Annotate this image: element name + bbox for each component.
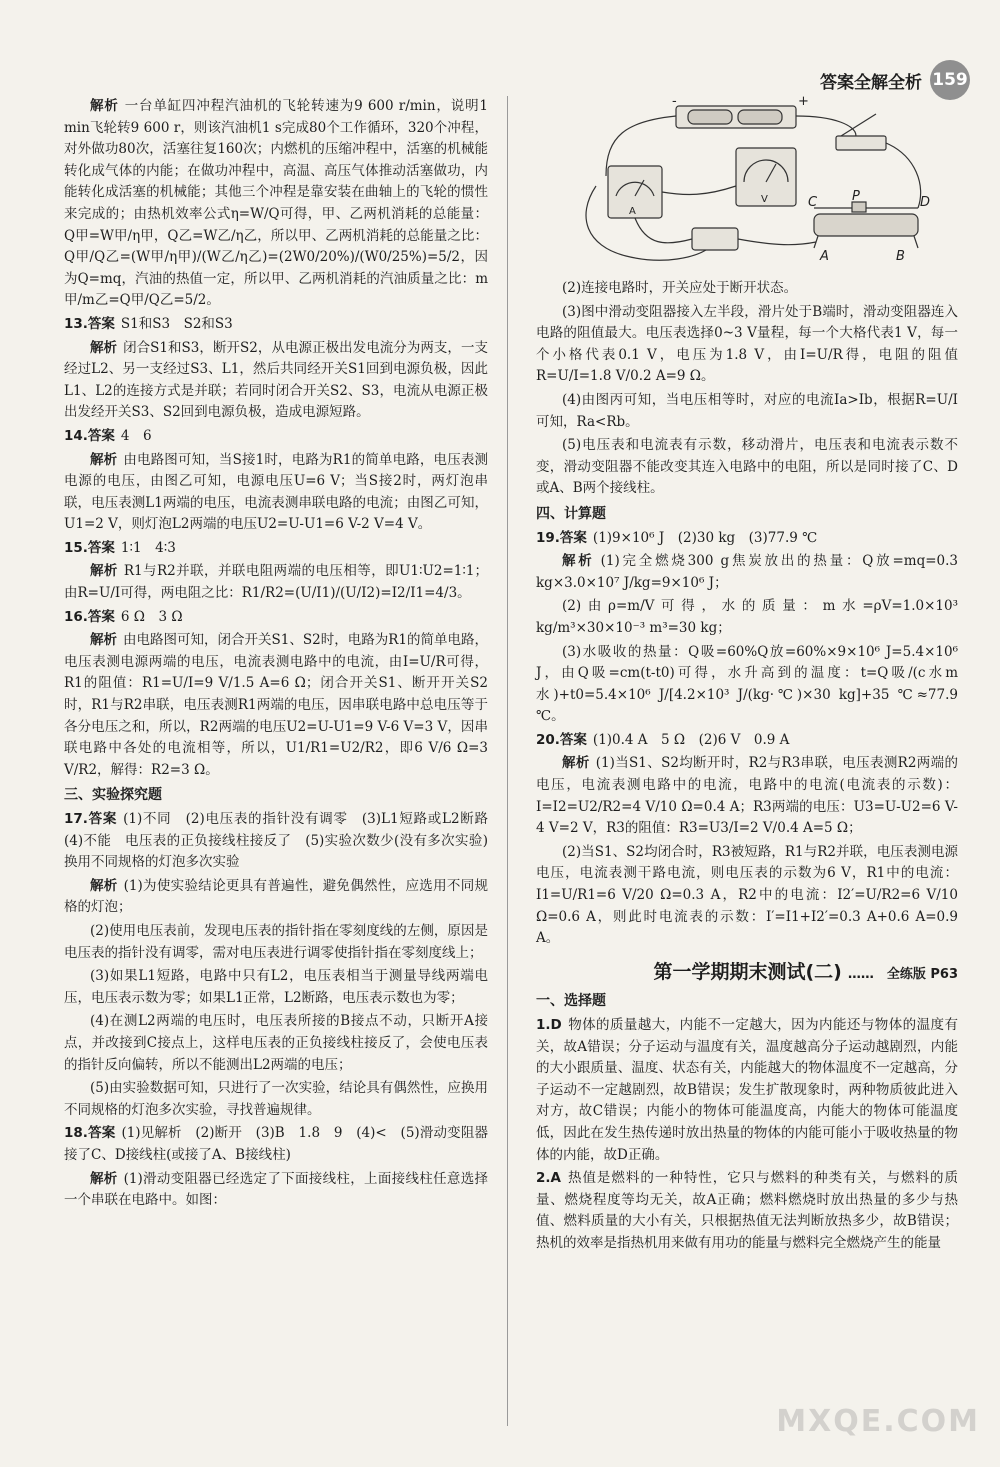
left-column (64, 96, 502, 1214)
item-label: 解析 (90, 632, 118, 649)
question-number: 14. (64, 427, 88, 444)
diagram-label-d: D (920, 195, 931, 210)
item-text: (1)不同 (2)电压表的指针没有调零 (3)L1短路或L2断路 (4)不能 电压表的正负接线柱接反了 (5)实验次数少(没有多次实验) 换用不同规格的灯泡多次实验 (64, 811, 502, 871)
question-item (64, 426, 488, 448)
item-label: 答案 (87, 1125, 116, 1142)
section-heading: 三、实验探究题 (64, 787, 162, 804)
item-text: S1和S3 S2和S3 (120, 315, 233, 332)
test-title (536, 962, 958, 986)
question-number: 19. (536, 529, 560, 546)
explanation-paragraph (64, 96, 488, 312)
item-label: 解析 (90, 1170, 118, 1187)
item-label: 解析 (562, 755, 590, 772)
diagram-label-voltmeter: V (761, 194, 768, 205)
page-number-badge: 159 (930, 60, 970, 100)
explanation-paragraph (536, 551, 958, 594)
diagram-label-plus: + (798, 96, 809, 109)
explanation-paragraph (536, 753, 958, 839)
diagram-label-b: B (896, 249, 905, 264)
item-text: 1∶1 4∶3 (120, 539, 176, 556)
item-text: (1)完全燃烧300 g焦炭放出的热量：Q放=mq=0.3 kg×3.0×10⁷ J/kg=9×10⁶ J； (536, 553, 958, 591)
explanation-paragraph (64, 1078, 488, 1121)
explanation-paragraph (536, 435, 958, 500)
explanation-paragraph (64, 876, 488, 919)
question-item (64, 607, 488, 629)
question-number: 1. (536, 1017, 551, 1033)
explanation-paragraph (536, 842, 958, 950)
item-label: 解析 (90, 339, 118, 356)
item-text: (1)0.4 A 5 Ω (2)6 V 0.9 A (592, 731, 790, 748)
item-text: (5)由实验数据可知，只进行了一次实验，结论具有偶然性，应换用不同规格的灯泡多次实验，寻找普遍规律。 (64, 1080, 488, 1118)
item-text: 4 6 (120, 427, 152, 444)
explanation-paragraph (64, 561, 488, 604)
explanation-paragraph (64, 921, 488, 964)
item-label: 答案 (87, 315, 115, 332)
item-text: (1)见解析 (2)断开 (3)B 1.8 9 (4)< (5)滑动变阻器接了C、D接线柱(或接了A、B接线柱) (64, 1125, 489, 1163)
item-text: R1与R2并联，并联电阻两端的电压相等，即U1∶U2=1∶1；由R=U/I可得，两电阻之比：R1/R2=(U/I1)/(U/I2)=I2/I1=4/3。 (64, 563, 489, 602)
diagram-label-p: P (852, 189, 860, 204)
question-number: 17. (64, 811, 88, 827)
question-item (536, 730, 958, 752)
explanation-paragraph (64, 450, 488, 536)
item-text: (3)图中滑动变阻器接入左半段，滑片处于B端时，滑动变阻器连入电路的阻值最大。电压表选择0~3 V量程，每一个大格代表1 V，每一个小格代表0.1 V，电压为1.8 V，由I=U/R得，电阻的阻值R=U/I=1.8 V/0.2 A=9 Ω。 (536, 303, 958, 385)
explanation-paragraph (536, 278, 958, 300)
question-item (536, 1168, 958, 1254)
circuit-diagram (536, 96, 956, 274)
question-number: 15. (64, 539, 88, 556)
item-label: A (550, 1170, 561, 1187)
diagram-label-c: C (808, 195, 818, 210)
watermark: MXQE.COM (776, 1404, 980, 1439)
explanation-paragraph (64, 1011, 488, 1076)
item-text: 由电路图可知，当S接1时，电路为R1的简单电路，电压表测电源的电压，由图乙可知，电源电压U=6 V；当S接2时，两灯泡串联，电压表测L1两端的电压，电流表测串联电路的电流；由图乙可知，U1=2 V，则灯泡L2两端的电压U2=U-U1=6 V-2 V=4 V。 (64, 451, 489, 533)
explanation-paragraph (536, 390, 958, 433)
diagram-label-a: A (820, 249, 829, 264)
item-label: 答案 (87, 608, 115, 625)
item-text: (3)水吸收的热量：Q吸=60%Q放=60%×9×10⁶ J=5.4×10⁶ J，由Q吸=cm(t-t0)可得，水升高到的温度：t=Q吸/(c水m水)+t0=5.4×10⁶ J/[4.2×10³ J/(kg·℃)×30 kg]+35 ℃≈77.9 ℃。 (536, 643, 958, 725)
item-text: 一台单缸四冲程汽油机的飞轮转速为9 600 r/min，说明1 min飞轮转9 600 r，则该汽油机1 s完成80个工作循环，320个冲程，对外做功80次，活塞往复160次；内燃机的压缩冲程中，活塞的机械能转化成气体的内能；在做功冲程中，高温、高压气体推动活塞做功，内能转化成活塞的机械能；其他三个冲程是靠安装在曲轴上的飞轮的惯性来完成的；由热机效率公式η=W/Q可得，甲、乙两机消耗的总能量：Q甲=W甲/η甲，Q乙=W乙/η乙，所以甲、乙两机消耗的总能量之比：Q甲/Q乙=(W甲/η甲)/(W乙/η乙)=(2W0/20%)/(W0/25%)=5/2，因为Q=mq，汽油的热值一定，所以甲、乙两机消耗的汽油质量之比：m甲/m乙=Q甲/Q乙=5/2。 (64, 98, 489, 309)
item-label: 答案 (87, 811, 118, 827)
item-text: (1)当S1、S2均断开时，R2与R3串联，电压表测R2两端的电压，电流表测电路中的电流，电路中的电流(电流表的示数)：I=I2=U2/R2=4 V/10 Ω=0.4 A；R3两端的电压：U3=U-U2=6 V-4 V=2 V，R3的阻值：R3=U3/I=2 V/0.4 A=5 Ω； (536, 755, 958, 837)
item-text: 物体的质量越大，内能不一定越大，因为内能还与物体的温度有关，故A错误；分子运动与温度有关，温度越高分子运动越剧烈，内能的大小跟质量、温度、状态有关，内能越大的物体温度不一定越高，分子运动不一定越剧烈，故B错误；发生扩散现象时，两种物质彼此进入对方，故C错误；内能小的物体可能温度高，内能大的物体可能温度低，因此在发生热传递时放出热量的物体的内能可能小于吸收热量的物体的内能，故D正确。 (536, 1017, 958, 1163)
right-column (536, 96, 958, 1257)
column-divider (507, 96, 508, 1426)
item-label: 解析 (90, 877, 118, 894)
item-text: (4)由图丙可知，当电压相等时，对应的电流Ia>Ib，根据R=U/I可知，Ra<Rb。 (536, 391, 958, 430)
item-label: 解析 (90, 563, 118, 580)
question-number: 16. (64, 608, 88, 625)
test-title-text: 第一学期期末测试(二) (653, 960, 842, 983)
explanation-paragraph (64, 630, 488, 781)
explanation-paragraph (64, 1169, 488, 1212)
question-number: 20. (536, 731, 560, 748)
question-number: 18. (64, 1125, 88, 1142)
test-title-ref: …… 全练版 P63 (847, 966, 958, 982)
section-heading: 一、选择题 (536, 993, 606, 1010)
item-label: D (550, 1017, 562, 1033)
item-label: 解析 (562, 553, 595, 570)
item-label: 答案 (87, 539, 115, 556)
explanation-paragraph (536, 302, 958, 388)
question-item (536, 528, 958, 550)
diagram-label-ammeter: A (629, 206, 636, 217)
section-heading: 四、计算题 (536, 505, 606, 522)
item-label: 解析 (90, 98, 119, 114)
item-label: 答案 (559, 731, 587, 748)
item-text: (1)为使实验结论更具有普遍性，避免偶然性，应选用不同规格的灯泡； (64, 877, 489, 916)
diagram-label-minus: - (672, 96, 677, 109)
item-text: (3)如果L1短路，电路中只有L2，电压表相当于测量导线两端电压，电压表示数为零；如果L1正常，L2断路，电压表示数也为零； (64, 968, 488, 1006)
item-text: 6 Ω 3 Ω (120, 608, 183, 625)
item-label: 答案 (87, 427, 115, 444)
item-text: (1)9×10⁶ J (2)30 kg (3)77.9 ℃ (592, 529, 818, 546)
item-text: 由电路图可知，闭合开关S1、S2时，电路为R1的简单电路，电压表测电源两端的电压，电流表测电路中的电流，由I=U/R可得，R1的阻值：R1=U/I=9 V/1.5 A=6 Ω；闭合开关S1、断开开关S2时，R1与R2串联，电压表测R1两端的电压，因串联电路中总电压等于各分电压之和，所以，R2两端的电压U2=U-U1=9 V-6 V=3 V，因串联电路中各处的电流相等，所以，U1/R1=U2/R2，即6 V/6 Ω=3 V/R2，解得：R2=3 Ω。 (64, 632, 489, 778)
item-text: (2)由ρ=m/V可得，水的质量：m水=ρV=1.0×10³ kg/m³×30×10⁻³ m³=30 kg； (536, 598, 958, 636)
item-text: (2)使用电压表前，发现电压表的指针指在零刻度线的左侧，原因是电压表的指针没有调零，需对电压表进行调零使指针指在零刻度线上； (64, 922, 488, 961)
question-item (64, 538, 488, 560)
item-text: (2)当S1、S2均闭合时，R3被短路，R1与R2并联，电压表测电源电压，电流表测干路电流，则电压表的示数为6 V，R1中的电流：I1=U/R1=6 V/20 Ω=0.3 A，R2中的电流：I2′=U/R2=6 V/10 Ω=0.6 A，则此时电流表的示数：I′=I1+I2′=0.3 A+0.6 A=0.9 A。 (536, 843, 958, 947)
item-label: 答案 (559, 529, 587, 546)
explanation-paragraph (64, 966, 488, 1009)
item-text: 闭合S1和S3，断开S2，从电源正极出发电流分为两支，一支经过L2、另一支经过S3、L1，然后共同经开关S1回到电源负极，因此L1、L2的连接方式是并联；若同时闭合开关S2、S3，电流从电源正极出发经开关S3、S2回到电源负极，造成电源短路。 (64, 339, 489, 421)
page-header (820, 60, 970, 100)
item-label: 解析 (90, 451, 118, 468)
question-item (536, 1015, 958, 1166)
question-item (64, 314, 488, 336)
item-text: (1)滑动变阻器已经选定了下面接线柱，上面接线柱任意选择一个串联在电路中。如图： (64, 1170, 489, 1209)
explanation-paragraph (536, 596, 958, 639)
explanation-paragraph (64, 338, 488, 424)
header-title: 答案全解全析 (820, 72, 922, 93)
question-number: 2. (536, 1170, 551, 1187)
item-text: 热值是燃料的一种特性，它只与燃料的种类有关，与燃料的质量、燃烧程度等均无关，故A正确；燃料燃烧时放出热量的多少与热值、燃料质量的大小有关，只根据热值无法判断放热多少，故B错误；热机的效率是指热机用来做有用功的能量与燃料完全燃烧产生的能量 (536, 1170, 958, 1251)
item-text: (4)在测L2两端的电压时，电压表所接的B接点不动，只断开A接点，并改接到C接点上，这样电压表的正负接线柱接反了，会使电压表的指针反向偏转，所以不能测出L2两端的电压； (64, 1013, 488, 1073)
explanation-paragraph (536, 642, 958, 728)
item-text: (5)电压表和电流表有示数，移动滑片，电压表和电流表示数不变，滑动变阻器不能改变其连入电路中的电阻，所以是同时接了C、D或A、B两个接线柱。 (536, 437, 958, 497)
item-text: (2)连接电路时，开关应处于断开状态。 (562, 280, 798, 296)
question-number: 13. (64, 315, 88, 332)
question-item (64, 1123, 488, 1166)
question-item (64, 809, 502, 874)
